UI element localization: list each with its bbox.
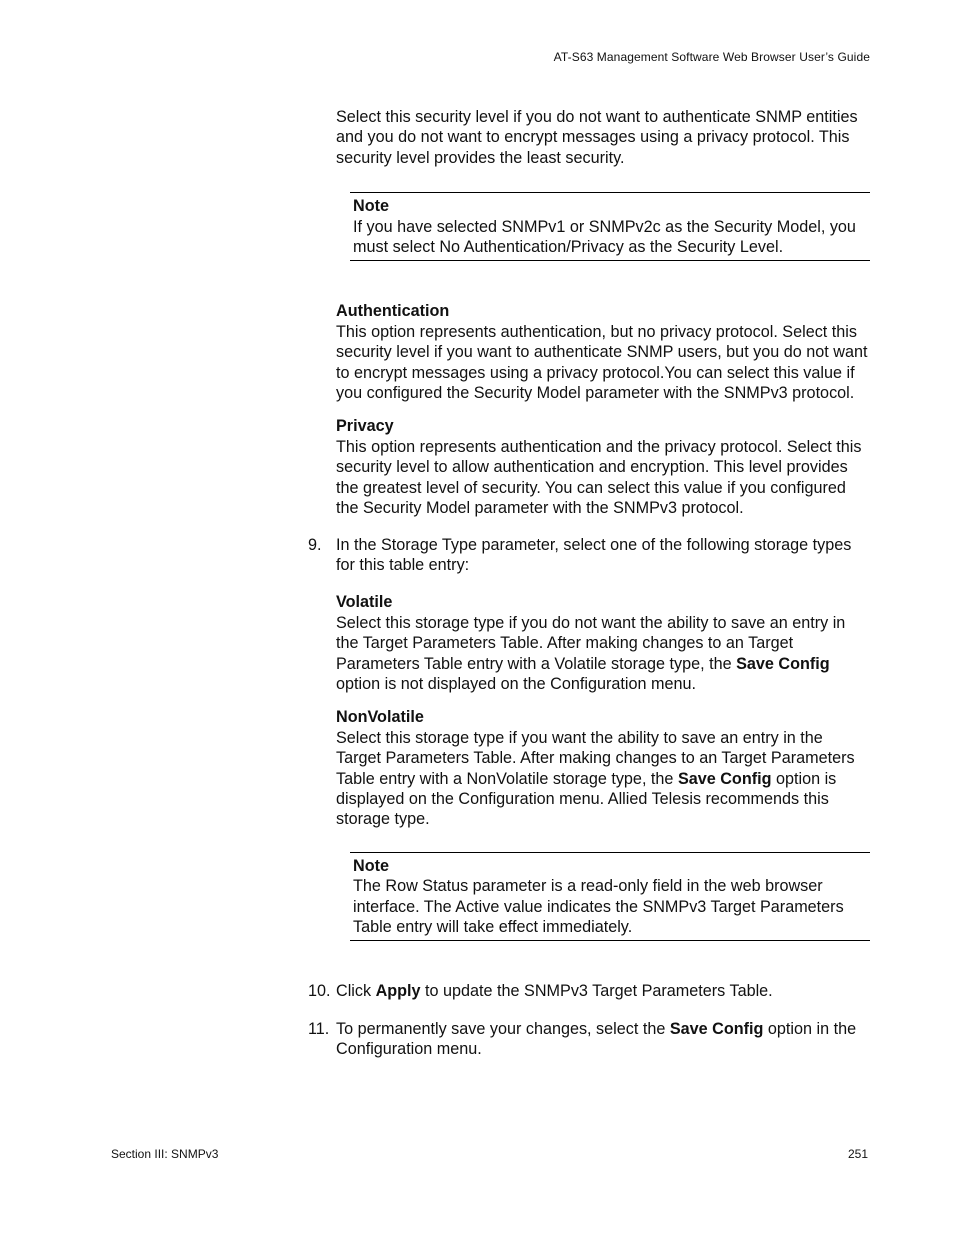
note-title: Note	[353, 856, 389, 875]
volatile-heading: Volatile	[336, 593, 393, 612]
note-text: The Row Status parameter is a read-only field in the web browser interface. The Active value indicates the SNMPv3 Target Parameters Table entry will take effect immediately.	[353, 877, 844, 936]
privacy-block	[336, 416, 870, 518]
privacy-text: This option represents authentication and the privacy protocol. Select this security level to allow authentication and encryption. This level provides the greatest level of security. You can select this value if you configured the Security Model parameter with the SNMPv3 protocol.	[336, 437, 862, 518]
step-text: To permanently save your changes, select the Save Config option in the Configuration menu.	[336, 1019, 857, 1059]
page-number: 251	[847, 1147, 868, 1161]
authentication-block	[336, 301, 870, 403]
step-9	[308, 535, 870, 576]
note-box-2	[350, 852, 870, 942]
intro-paragraph: Select this security level if you do not want to authenticate SNMP entities and you do not want to encrypt messages using a privacy protocol. This security level provides the least security.	[336, 108, 858, 167]
step-number: 11.	[308, 1019, 330, 1038]
privacy-heading: Privacy	[336, 417, 394, 436]
footer-section: Section III: SNMPv3	[111, 1147, 219, 1161]
nonvolatile-heading: NonVolatile	[336, 708, 424, 727]
step-text: In the Storage Type parameter, select one of the following storage types for this table entry:	[336, 535, 852, 574]
nonvolatile-block	[336, 707, 870, 829]
note-title: Note	[353, 197, 389, 216]
running-header: AT-S63 Management Software Web Browser User’s Guide	[553, 50, 870, 64]
authentication-heading: Authentication	[336, 302, 450, 321]
step-10	[308, 981, 870, 1001]
note-box-1	[350, 192, 870, 261]
step-11	[308, 1019, 870, 1060]
step-text: Click Apply to update the SNMPv3 Target Parameters Table.	[336, 982, 773, 1001]
note-text: If you have selected SNMPv1 or SNMPv2c as the Security Model, you must select No Authentication/Privacy as the Security Level.	[353, 217, 856, 257]
nonvolatile-text: Select this storage type if you want the ability to save an entry in the Target Parameters Table. After making changes to an Target Parameters Table entry with a NonVolatile storage type, the Save Config option is displayed on the Configuration menu. Allied Telesis recommends this storage type.	[336, 728, 855, 829]
volatile-block	[336, 592, 870, 694]
step-number: 10.	[308, 982, 331, 1001]
authentication-text: This option represents authentication, but no privacy protocol. Select this security level if you want to authenticate SNMP users, but you do not want to encrypt messages using a privacy protocol.You can select this value if you configured the Security Model parameter with the SNMPv3 protocol.	[336, 322, 868, 403]
step-number: 9.	[308, 535, 322, 554]
volatile-text: Select this storage type if you do not want the ability to save an entry in the Target Parameters Table. After making changes to an Target Parameters Table entry with a Volatile storage type, the Save Config option is not displayed on the Configuration menu.	[336, 613, 846, 693]
page-content	[308, 107, 870, 1077]
